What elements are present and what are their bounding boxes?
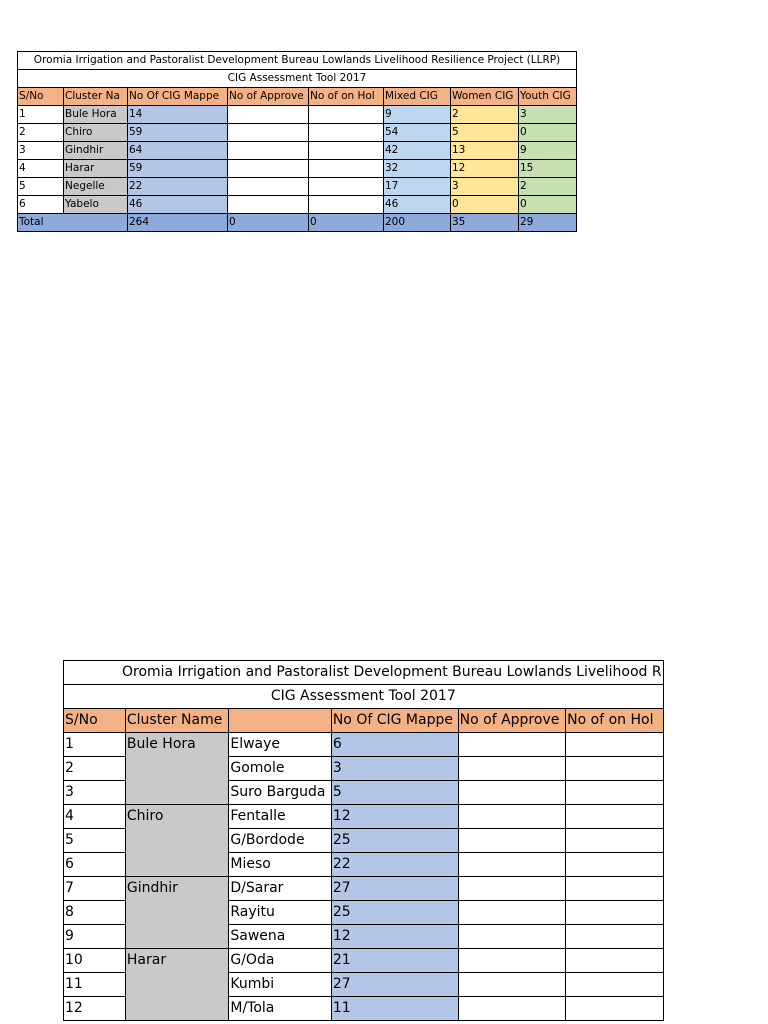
column-header: Youth CIG: [519, 88, 577, 106]
summary-title: Oromia Irrigation and Pastoralist Development Bureau Lowlands Livelihood Resilience Project (LLRP): [18, 52, 577, 70]
empty-cell: [458, 733, 566, 757]
woreda-cell: Kumbi: [229, 973, 331, 997]
empty-cell: [566, 997, 663, 1021]
table-cell: 17: [384, 178, 451, 196]
mapped-cell: 12: [331, 805, 458, 829]
table-cell: [309, 196, 384, 214]
empty-cell: [458, 781, 566, 805]
table-cell: 5: [64, 829, 126, 853]
empty-cell: [566, 925, 663, 949]
woreda-cell: Gomole: [229, 757, 331, 781]
cluster-cell: [125, 973, 228, 997]
table-cell: 8: [64, 901, 126, 925]
empty-cell: [458, 877, 566, 901]
table-cell: 15: [519, 160, 577, 178]
cluster-cell: [125, 853, 228, 877]
empty-cell: [458, 925, 566, 949]
mapped-cell: 6: [331, 733, 458, 757]
column-header: Cluster Name: [125, 709, 228, 733]
total-cell: 35: [451, 214, 519, 232]
table-cell: [228, 196, 309, 214]
cluster-cell: [125, 757, 228, 781]
column-header: S/No: [18, 88, 64, 106]
detail-row: [64, 805, 664, 829]
empty-cell: [566, 781, 663, 805]
detail-row: [64, 949, 664, 973]
empty-cell: [566, 973, 663, 997]
empty-cell: [566, 829, 663, 853]
table-cell: 0: [519, 196, 577, 214]
woreda-cell: G/Oda: [229, 949, 331, 973]
detail-subtitle: CIG Assessment Tool 2017: [64, 685, 664, 709]
table-cell: 11: [64, 973, 126, 997]
summary-total-row: [18, 214, 577, 232]
cluster-cell: [125, 901, 228, 925]
summary-subtitle: CIG Assessment Tool 2017: [18, 70, 577, 88]
table-cell: Bule Hora: [64, 106, 128, 124]
column-header: Mixed CIG: [384, 88, 451, 106]
table-cell: [309, 178, 384, 196]
empty-cell: [566, 805, 663, 829]
woreda-cell: Elwaye: [229, 733, 331, 757]
table-cell: Harar: [64, 160, 128, 178]
mapped-cell: 27: [331, 877, 458, 901]
table-cell: [309, 124, 384, 142]
detail-title: Oromia Irrigation and Pastoralist Development Bureau Lowlands Livelihood R: [64, 661, 664, 685]
table-cell: [309, 160, 384, 178]
table-cell: Gindhir: [64, 142, 128, 160]
column-header: S/No: [64, 709, 126, 733]
column-header: No of Approve: [228, 88, 309, 106]
cluster-cell: Bule Hora: [125, 733, 228, 757]
table-cell: [309, 142, 384, 160]
table-cell: 4: [64, 805, 126, 829]
table-cell: 9: [64, 925, 126, 949]
woreda-cell: Sawena: [229, 925, 331, 949]
table-cell: 64: [128, 142, 228, 160]
table-cell: 3: [451, 178, 519, 196]
empty-cell: [458, 805, 566, 829]
table-cell: [228, 124, 309, 142]
table-cell: 5: [451, 124, 519, 142]
woreda-cell: M/Tola: [229, 997, 331, 1021]
empty-cell: [458, 853, 566, 877]
table-cell: 13: [451, 142, 519, 160]
table-cell: 59: [128, 160, 228, 178]
summary-row: [18, 178, 577, 196]
cluster-cell: Harar: [125, 949, 228, 973]
detail-row: [64, 829, 664, 853]
table-cell: 10: [64, 949, 126, 973]
table-cell: 46: [384, 196, 451, 214]
table-cell: Chiro: [64, 124, 128, 142]
table-cell: [228, 142, 309, 160]
detail-row: [64, 781, 664, 805]
table-cell: 9: [384, 106, 451, 124]
table-cell: Yabelo: [64, 196, 128, 214]
empty-cell: [458, 901, 566, 925]
mapped-cell: 12: [331, 925, 458, 949]
empty-cell: [566, 733, 663, 757]
mapped-cell: 25: [331, 829, 458, 853]
summary-row: [18, 160, 577, 178]
table-cell: [228, 106, 309, 124]
table-cell: 54: [384, 124, 451, 142]
cluster-cell: [125, 781, 228, 805]
table-cell: 7: [64, 877, 126, 901]
detail-row: [64, 901, 664, 925]
woreda-cell: D/Sarar: [229, 877, 331, 901]
detail-row: [64, 925, 664, 949]
empty-cell: [566, 853, 663, 877]
empty-cell: [566, 901, 663, 925]
table-cell: 32: [384, 160, 451, 178]
total-cell: 0: [228, 214, 309, 232]
table-cell: 59: [128, 124, 228, 142]
column-header: Cluster Na: [64, 88, 128, 106]
empty-cell: [458, 997, 566, 1021]
detail-row: [64, 973, 664, 997]
woreda-cell: Fentalle: [229, 805, 331, 829]
summary-table: [17, 51, 577, 232]
total-cell: 0: [309, 214, 384, 232]
empty-cell: [566, 877, 663, 901]
woreda-cell: G/Bordode: [229, 829, 331, 853]
mapped-cell: 22: [331, 853, 458, 877]
empty-cell: [566, 757, 663, 781]
column-header: Women CIG: [451, 88, 519, 106]
mapped-cell: 11: [331, 997, 458, 1021]
table-cell: 42: [384, 142, 451, 160]
summary-row: [18, 124, 577, 142]
summary-row: [18, 106, 577, 124]
column-header: No of Approve: [458, 709, 566, 733]
woreda-cell: Mieso: [229, 853, 331, 877]
table-cell: Negelle: [64, 178, 128, 196]
mapped-cell: 25: [331, 901, 458, 925]
table-cell: 6: [64, 853, 126, 877]
detail-row: [64, 757, 664, 781]
column-header: No of on Hol: [309, 88, 384, 106]
total-cell: 200: [384, 214, 451, 232]
table-cell: 3: [18, 142, 64, 160]
mapped-cell: 3: [331, 757, 458, 781]
summary-row: [18, 196, 577, 214]
total-label: Total: [18, 214, 128, 232]
empty-cell: [566, 949, 663, 973]
empty-cell: [458, 757, 566, 781]
detail-row: [64, 997, 664, 1021]
table-cell: 2: [519, 178, 577, 196]
table-cell: 9: [519, 142, 577, 160]
total-cell: 264: [128, 214, 228, 232]
mapped-cell: 27: [331, 973, 458, 997]
table-cell: 1: [64, 733, 126, 757]
column-header: No Of CIG Mappe: [331, 709, 458, 733]
table-cell: [228, 178, 309, 196]
column-header: [229, 709, 331, 733]
table-cell: 5: [18, 178, 64, 196]
table-cell: 14: [128, 106, 228, 124]
cluster-cell: [125, 925, 228, 949]
column-header: No Of CIG Mappe: [128, 88, 228, 106]
empty-cell: [458, 973, 566, 997]
total-cell: 29: [519, 214, 577, 232]
table-cell: 0: [451, 196, 519, 214]
woreda-cell: Suro Barguda: [229, 781, 331, 805]
table-cell: 3: [519, 106, 577, 124]
cluster-cell: [125, 829, 228, 853]
detail-row: [64, 877, 664, 901]
table-cell: 1: [18, 106, 64, 124]
summary-row: [18, 142, 577, 160]
table-cell: 22: [128, 178, 228, 196]
table-cell: 12: [451, 160, 519, 178]
cluster-cell: Gindhir: [125, 877, 228, 901]
table-cell: 2: [18, 124, 64, 142]
woreda-cell: Rayitu: [229, 901, 331, 925]
column-header: No of on Hol: [566, 709, 663, 733]
cluster-cell: [125, 997, 228, 1021]
cluster-cell: Chiro: [125, 805, 228, 829]
detail-row: [64, 733, 664, 757]
empty-cell: [458, 949, 566, 973]
table-cell: 2: [451, 106, 519, 124]
mapped-cell: 21: [331, 949, 458, 973]
table-cell: [309, 106, 384, 124]
table-cell: 46: [128, 196, 228, 214]
summary-header-row: [18, 88, 577, 106]
table-cell: 2: [64, 757, 126, 781]
detail-table: [63, 660, 664, 1021]
table-cell: 12: [64, 997, 126, 1021]
empty-cell: [458, 829, 566, 853]
table-cell: [228, 160, 309, 178]
detail-header-row: [64, 709, 664, 733]
detail-row: [64, 853, 664, 877]
table-cell: 0: [519, 124, 577, 142]
table-cell: 3: [64, 781, 126, 805]
mapped-cell: 5: [331, 781, 458, 805]
table-cell: 6: [18, 196, 64, 214]
table-cell: 4: [18, 160, 64, 178]
